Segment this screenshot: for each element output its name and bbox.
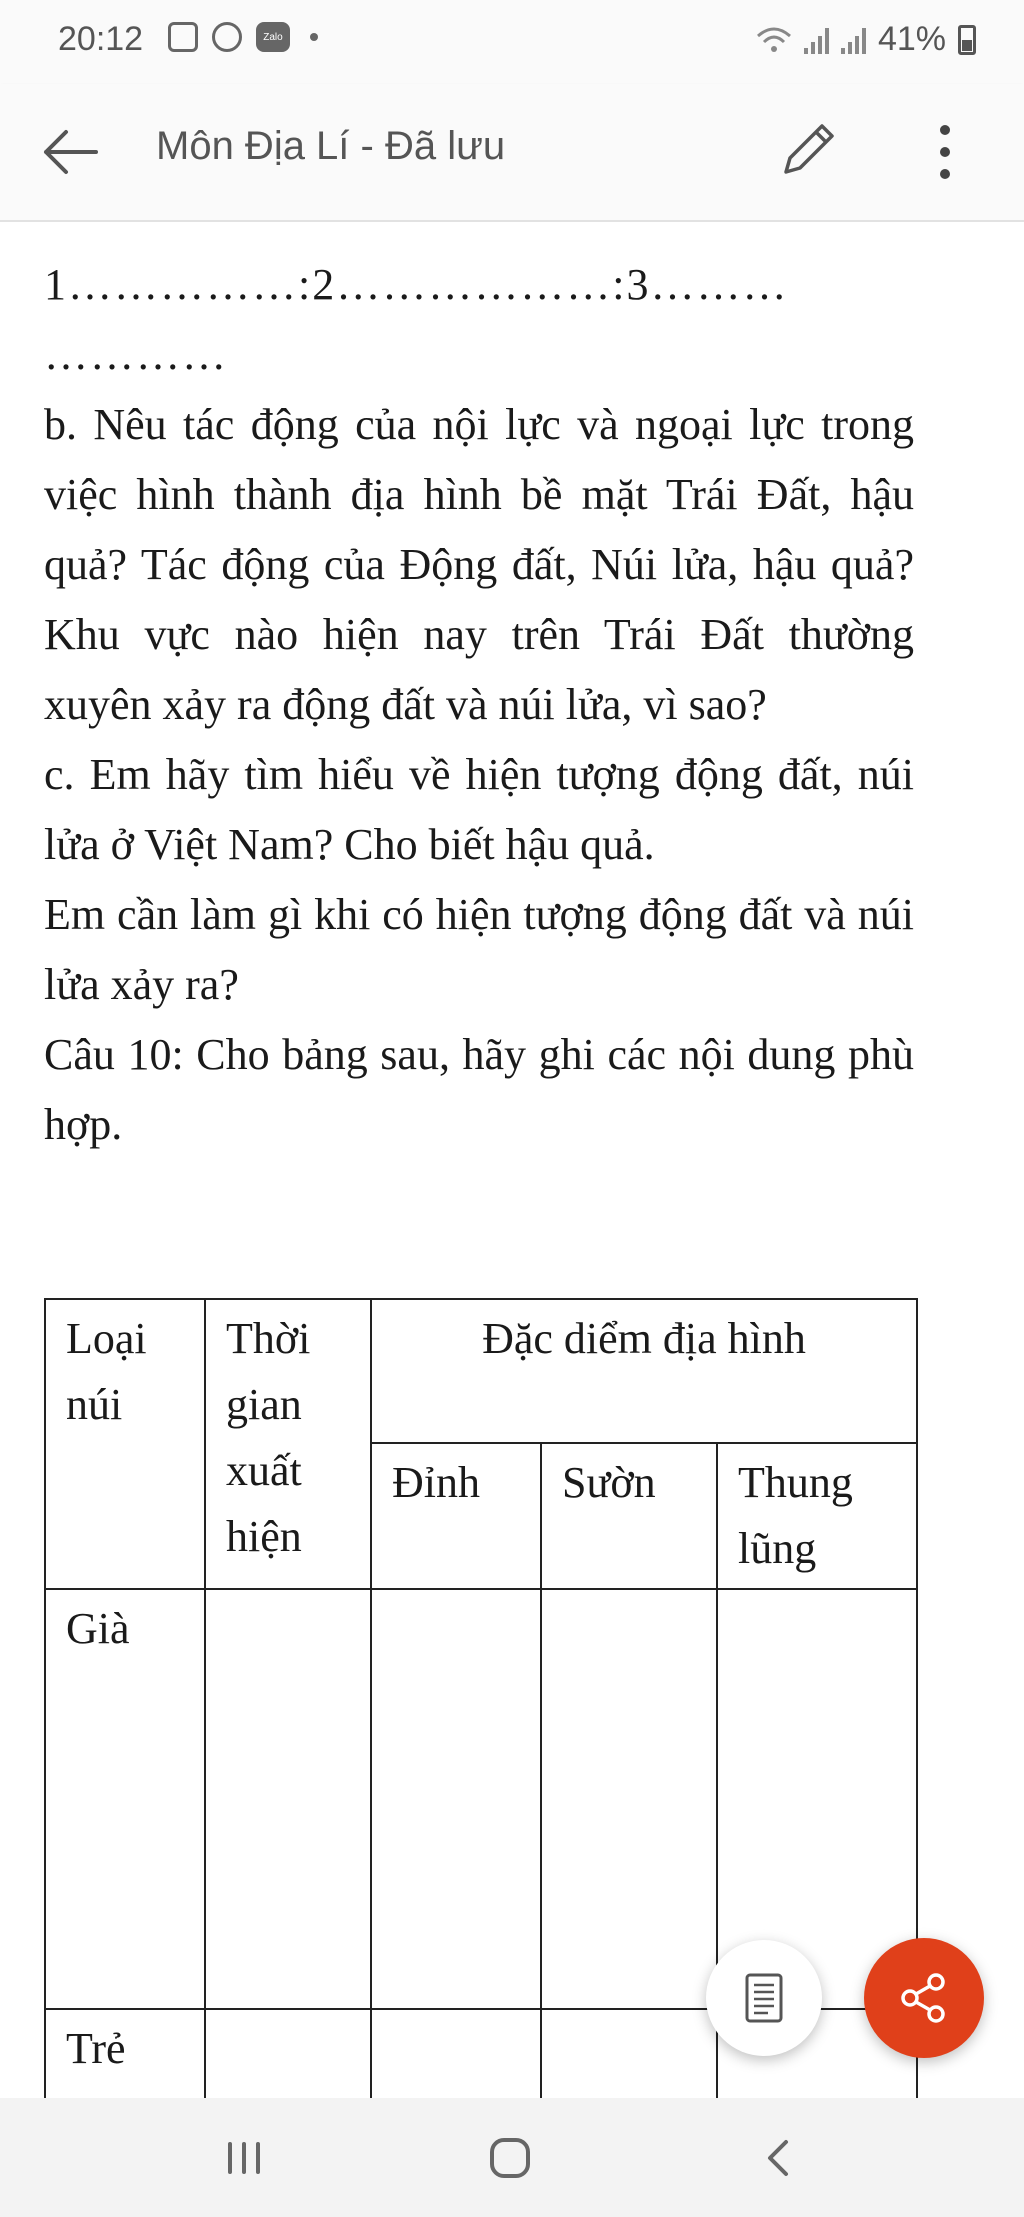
header-slope: Sườn xyxy=(541,1443,717,1589)
signal-icon xyxy=(804,26,829,54)
back-arrow-icon[interactable] xyxy=(40,122,100,182)
status-right xyxy=(756,20,976,59)
header-valley: Thung lũng xyxy=(717,1443,917,1589)
row-label-old: Già xyxy=(45,1589,205,2009)
document-text xyxy=(44,250,914,1160)
status-time: 20:12 xyxy=(58,20,144,58)
battery-icon xyxy=(958,25,976,55)
back-icon[interactable] xyxy=(748,2128,808,2188)
paragraph-b: b. Nêu tác động của nội lực và ngoại lực trong việc hình thành địa hình bề mặt Trái Đất, hậu quả? Tác động của Động đất, Núi lửa, hậu quả? Khu vực nào hiện nay trên Trái Đất thường xuyên xảy ra động đất và núi lửa, vì sao? xyxy=(44,400,914,729)
app-bar xyxy=(0,84,1024,222)
row-label-young: Trẻ xyxy=(45,2009,205,2098)
signal-icon-2 xyxy=(841,26,866,54)
header-features: Đặc diểm địa hình xyxy=(371,1299,917,1443)
pencil-icon[interactable] xyxy=(776,118,840,182)
notification-icons xyxy=(168,22,318,52)
more-notifications-dot xyxy=(310,33,318,41)
gallery-icon xyxy=(168,22,198,52)
zalo-icon: Zalo xyxy=(256,22,290,52)
header-mountain-type: Loại núi xyxy=(45,1299,205,1589)
dotted-line-1: 1……………:2………………:3……… xyxy=(44,260,789,309)
paragraph-question: Em cần làm gì khi có hiện tượng động đất và núi lửa xảy ra? xyxy=(44,890,914,1009)
table-cell xyxy=(205,1589,371,2009)
paragraph-cau-10: Câu 10: Cho bảng sau, hãy ghi các nội dung phù hợp. xyxy=(44,1030,914,1149)
header-time: Thời gian xuất hiện xyxy=(205,1299,371,1589)
table-cell xyxy=(541,1589,717,2009)
share-button[interactable] xyxy=(864,1938,984,2058)
system-nav-bar xyxy=(0,2098,1024,2217)
swirl-app-icon xyxy=(212,22,242,52)
wifi-icon xyxy=(756,26,792,54)
page-title: Môn Địa Lí - Đã lưu xyxy=(156,124,506,168)
status-bar xyxy=(0,0,1024,84)
table-cell xyxy=(371,2009,541,2098)
recent-apps-icon[interactable] xyxy=(214,2128,274,2188)
header-peak: Đỉnh xyxy=(371,1443,541,1589)
table-cell xyxy=(205,2009,371,2098)
document-viewer[interactable] xyxy=(0,222,1024,2098)
more-vert-icon[interactable] xyxy=(930,120,960,184)
paragraph-c: c. Em hãy tìm hiểu về hiện tượng động đất, núi lửa ở Việt Nam? Cho biết hậu quả. xyxy=(44,750,914,869)
document-view-icon xyxy=(744,1972,784,2024)
table-cell xyxy=(371,1589,541,2009)
share-icon xyxy=(896,1970,952,2026)
home-icon[interactable] xyxy=(480,2128,540,2188)
dotted-line-2: ………… xyxy=(44,330,228,379)
table-cell xyxy=(541,2009,717,2098)
document-view-button[interactable] xyxy=(706,1940,822,2056)
battery-percent: 41% xyxy=(877,20,946,58)
